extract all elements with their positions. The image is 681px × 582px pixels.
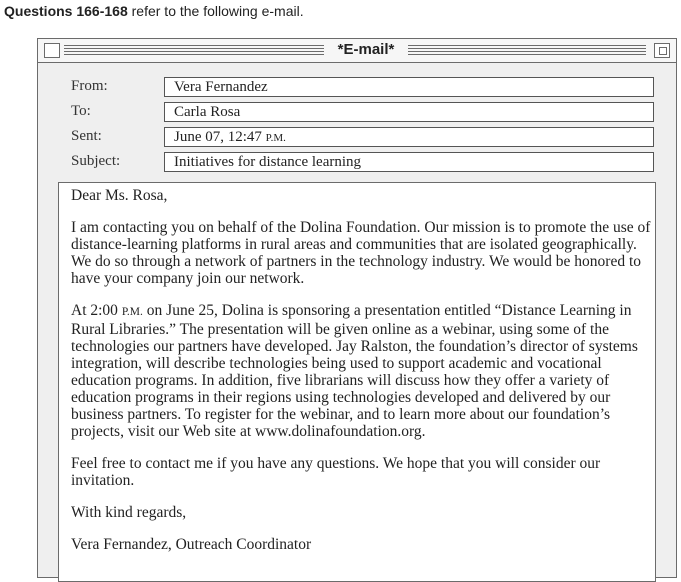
subject-label: Subject: xyxy=(71,153,121,169)
paragraph-2 xyxy=(71,302,651,440)
question-header xyxy=(4,3,304,19)
question-instruction: refer to the following e-mail. xyxy=(127,3,304,19)
question-range: Questions 166-168 xyxy=(4,3,128,19)
closing: With kind regards, xyxy=(71,504,187,521)
paragraph-1: I am contacting you on behalf of the Dolina Foundation. Our mission is to promote the use of distance-learning platforms in rural areas and communities that are isolated geographically. We do so through a network of partners in the technology industry. We would be honored to have your company join our network. xyxy=(71,219,651,287)
paragraph-2-pm: P.M. xyxy=(121,306,143,318)
paragraph-2-start: At 2:00 xyxy=(71,302,122,319)
salutation: Dear Ms. Rosa, xyxy=(71,187,168,204)
message-text xyxy=(71,187,651,568)
sent-label: Sent: xyxy=(71,128,102,144)
title-stripes-left xyxy=(64,45,324,55)
title-stripes-right xyxy=(408,45,646,55)
sent-row xyxy=(38,127,676,147)
title-bar xyxy=(38,39,676,63)
to-row xyxy=(38,102,676,122)
from-label: From: xyxy=(71,78,108,94)
to-field[interactable]: Carla Rosa xyxy=(164,102,654,122)
from-field[interactable]: Vera Fernandez xyxy=(164,77,654,97)
paragraph-2-rest: on June 25, Dolina is sponsoring a presentation entitled “Distance Learning in Rural Libraries.” The presentation will be given online as a webinar, using some of the technologies our partners have developed. Jay Ralston, the foundation’s director of systems integration, will describe technologies being used to support academic and vocational education programs. In addition, five librarians will discuss how they offer a variety of education programs in their regions using technologies developed and delivered by our business partners. To register for the webinar, and to learn more about our foundation’s projects, visit our Web site at www.dolinafoundation.org. xyxy=(71,302,638,440)
subject-row xyxy=(38,152,676,172)
from-row xyxy=(38,77,676,97)
sent-field[interactable] xyxy=(164,127,654,147)
sent-value: June 07, 12:47 xyxy=(174,129,266,145)
signature: Vera Fernandez, Outreach Coordinator xyxy=(71,536,312,553)
message-body[interactable] xyxy=(58,182,656,582)
subject-field[interactable]: Initiatives for distance learning xyxy=(164,152,654,172)
paragraph-3: Feel free to contact me if you have any questions. We hope that you will consider our invitation. xyxy=(71,455,601,489)
close-box-icon[interactable] xyxy=(44,43,60,58)
window-title: *E-mail* xyxy=(337,41,395,58)
sent-value-suffix: P.M. xyxy=(265,132,286,144)
zoom-box-icon[interactable] xyxy=(654,43,670,58)
to-label: To: xyxy=(71,103,91,119)
email-window xyxy=(37,38,677,578)
